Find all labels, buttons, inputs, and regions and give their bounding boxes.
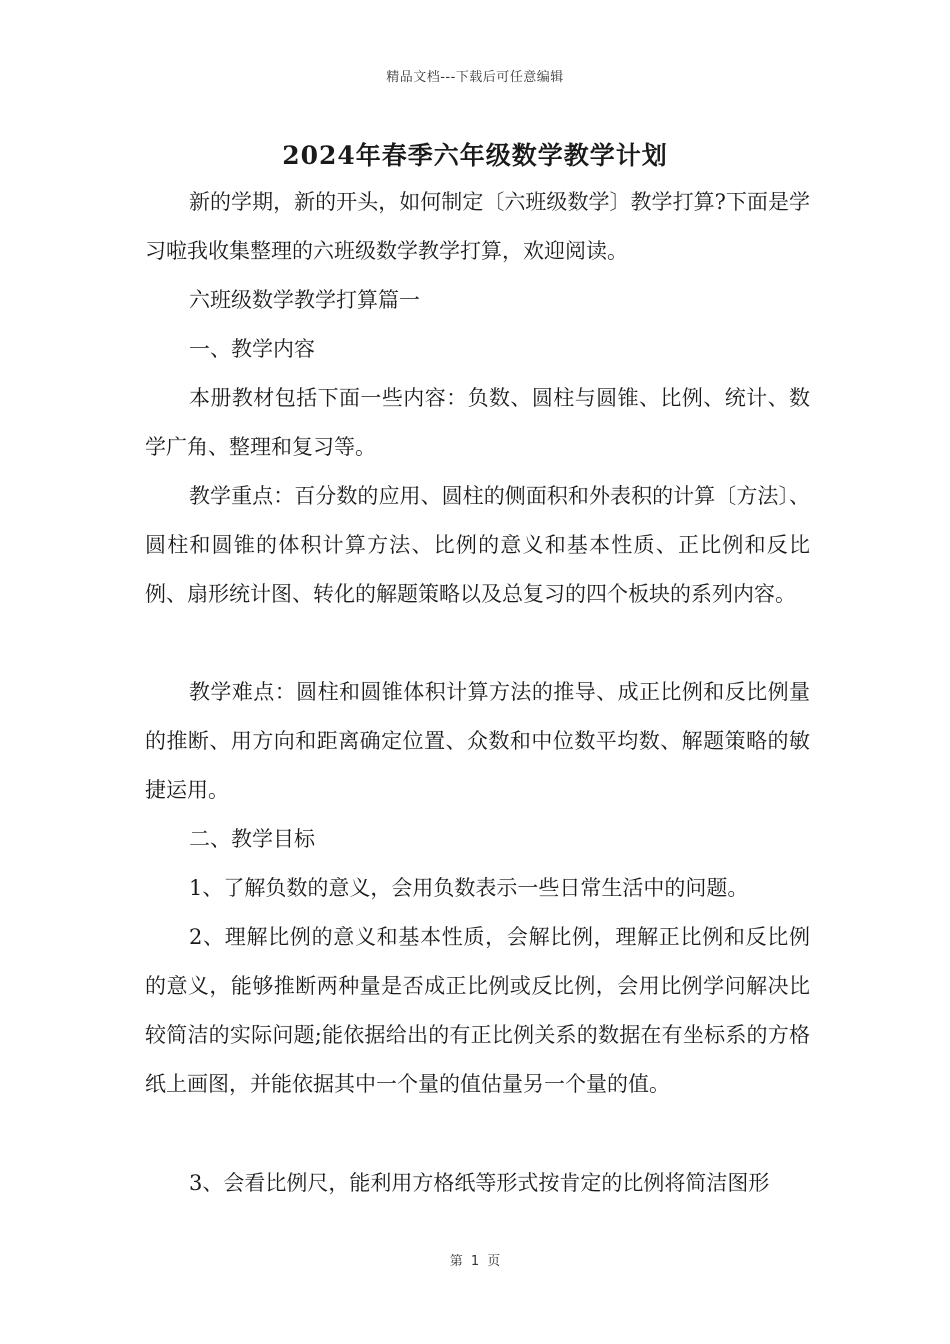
goal-item-2: 2、理解比例的意义和基本性质，会解比例，理解正比例和反比例的意义，能够推断两种量是否成正比例或反比例，会用比例学问解决比较简洁的实际问题;能依据给出的有正比例关系的数据在有坐标系的方格纸上画图，并能依据其中一个量的值估量另一个量的值。	[145, 925, 810, 1096]
page-header: 精品文档---下载后可任意编辑	[386, 70, 564, 85]
goal-item-1: 1、了解负数的意义，会用负数表示一些日常生活中的问题。	[189, 876, 749, 900]
difficulties-paragraph: 教学难点：圆柱和圆锥体积计算方法的推导、成正比例和反比例量的推断、用方向和距离确定位置、众数和中位数平均数、解题策略的敏捷运用。	[145, 680, 810, 802]
goal-item-3: 3、会看比例尺，能利用方格纸等形式按肯定的比例将简洁图形	[189, 1171, 770, 1195]
intro-paragraph: 新的学期，新的开头，如何制定〔六班级数学〕教学打算?下面是学习啦我收集整理的六班级数学教学打算，欢迎阅读。	[145, 190, 810, 263]
key-points-paragraph: 教学重点：百分数的应用、圆柱的侧面积和外表积的计算〔方法〕、圆柱和圆锥的体积计算方法、比例的意义和基本性质、正比例和反比例、扇形统计图、转化的解题策略以及总复习的四个板块的系列内容。	[145, 484, 810, 606]
heading-teaching-content: 一、教学内容	[189, 337, 315, 361]
document-title: 2024年春季六年级数学教学计划	[282, 141, 668, 170]
heading-teaching-goals: 二、教学目标	[189, 827, 315, 851]
content-paragraph: 本册教材包括下面一些内容：负数、圆柱与圆锥、比例、统计、数学广角、整理和复习等。	[145, 386, 810, 459]
section-title: 六班级数学教学打算篇一	[189, 288, 420, 312]
page-number: 第 1 页	[449, 1254, 501, 1269]
